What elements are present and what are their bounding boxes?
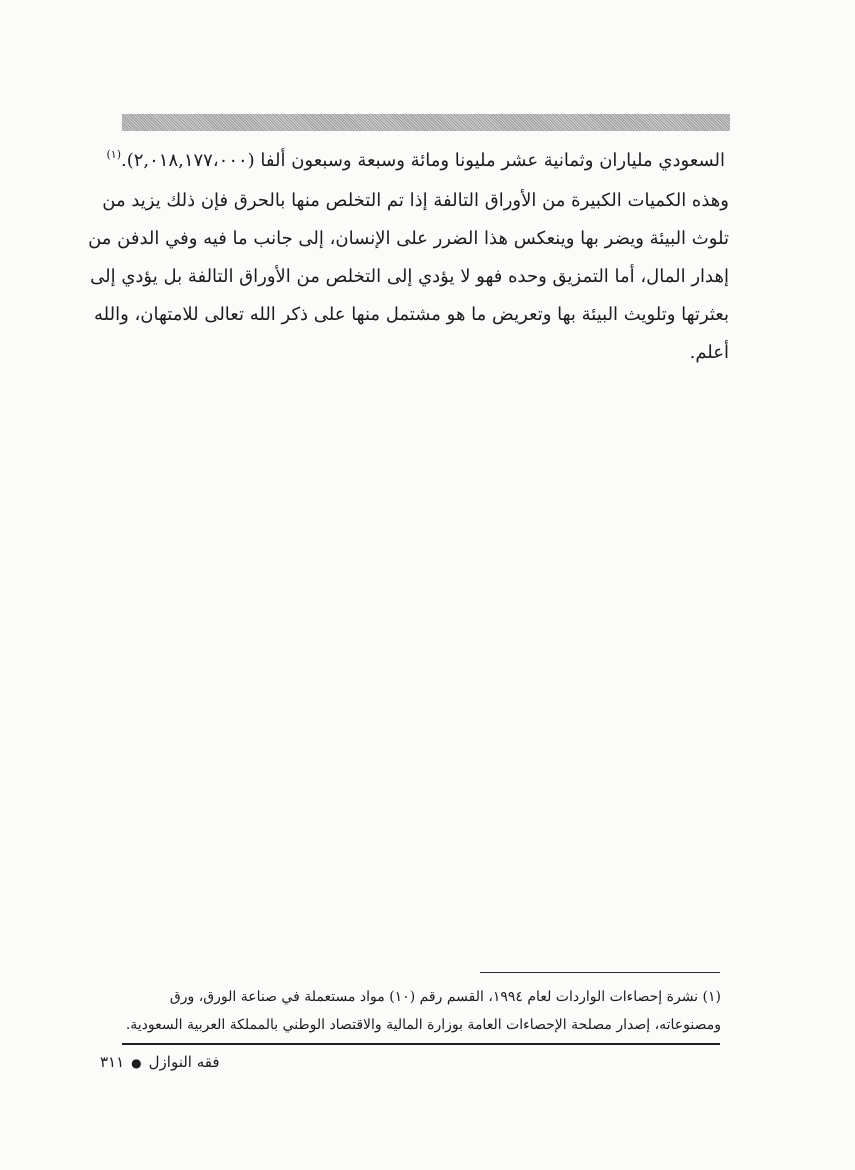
footnote-line: ومصنوعاته، إصدار مصلحة الإحصاءات العامة بوزارة المالية والاقتصاد الوطني بالمملكة العربية السعودية. xyxy=(125,1017,721,1033)
continued-line xyxy=(106,138,725,178)
footnote-line: (١) نشرة إحصاءات الواردات لعام ١٩٩٤، القسم رقم (١٠) مواد مستعملة في صناعة الورق، ورق xyxy=(169,989,721,1005)
body-paragraph xyxy=(88,182,729,372)
page-number: ٣١١ xyxy=(100,1053,125,1071)
footnote-separator xyxy=(480,972,720,973)
header-band xyxy=(122,114,730,131)
footer-rule xyxy=(122,1043,720,1045)
book-title: فقه النوازل xyxy=(148,1053,220,1071)
continued-text: السعودي ملياران وثمانية عشر مليونا ومائة وسبعة وسبعون ألفا (٢,٠١٨,١٧٧،٠٠٠). xyxy=(120,150,725,171)
bullet-icon: ● xyxy=(131,1056,142,1070)
paragraph-line: وهذه الكميات الكبيرة من الأوراق التالفة إذا تم التخلص منها بالحرق فإن ذلك يزيد من xyxy=(102,190,729,211)
paragraph-line: تلوث البيئة ويضر بها وينعكس هذا الضرر على الإنسان، إلى جانب ما فيه وفي الدفن من xyxy=(88,228,729,249)
paragraph-line: بعثرتها وتلويث البيئة بها وتعريض ما هو مشتمل منها على ذكر الله تعالى للامتهان، والله xyxy=(93,304,729,325)
page-footer xyxy=(100,1050,220,1075)
footnote-reference[interactable]: (١) xyxy=(106,148,121,161)
footnote xyxy=(105,983,721,1039)
paragraph-line: إهدار المال، أما التمزيق وحده فهو لا يؤدي إلى التخلص من الأوراق التالفة بل يؤدي إلى xyxy=(90,266,729,287)
paragraph-line: أعلم. xyxy=(689,342,729,363)
